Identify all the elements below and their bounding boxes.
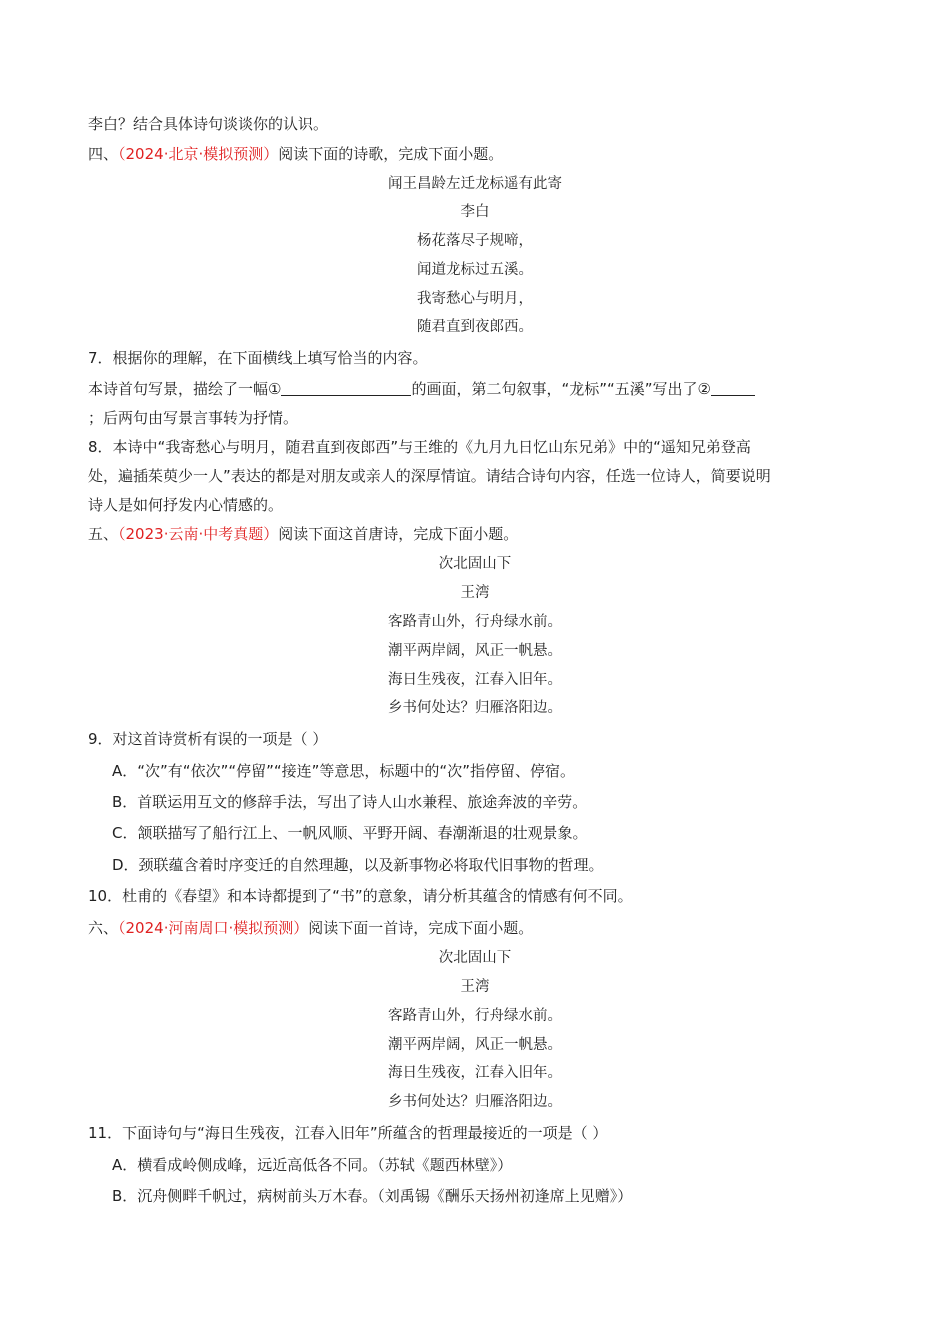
- poem-line: 随君直到夜郎西。: [417, 319, 533, 335]
- fill-text: 本诗首句写景，描绘了一幅①: [88, 380, 282, 398]
- question-8-line: 处，遍插茱萸少一人”表达的都是对朋友或亲人的深厚情谊。请结合诗句内容，任选一位诗人，简要说明: [88, 467, 771, 485]
- option-b[interactable]: B．沉舟侧畔千帆过，病树前头万木春。（刘禹锡《酬乐天扬州初逢席上见赠》）: [112, 1187, 633, 1205]
- poem-title: 次北固山下: [438, 556, 512, 572]
- question-11-stem: 11．下面诗句与“海日生残夜，江春入旧年”所蕴含的哲理最接近的一项是（ ）: [88, 1124, 608, 1142]
- section-instruction: 阅读下面的诗歌，完成下面小题。: [278, 145, 504, 163]
- section-number: 四、: [88, 145, 119, 163]
- poem-author: 王湾: [460, 979, 490, 995]
- poem-line: 潮平两岸阔，风正一帆悬。: [388, 1037, 562, 1053]
- poem-line: 客路青山外，行舟绿水前。: [388, 1008, 562, 1024]
- poem-author: 王湾: [460, 585, 490, 601]
- section-number: 五、: [88, 525, 119, 543]
- question-10-stem: 10．杜甫的《春望》和本诗都提到了“书”的意象，请分析其蕴含的情感有何不同。: [88, 887, 633, 905]
- fill-text: 的画面，第二句叙事，“龙标”“五溪”写出了②: [411, 380, 711, 398]
- option-d[interactable]: D．颈联蕴含着时序变迁的自然理趣，以及新事物必将取代旧事物的哲理。: [112, 856, 604, 874]
- poem-line: 杨花落尽子规啼，: [417, 233, 533, 249]
- question-8-line: 8．本诗中“我寄愁心与明月，随君直到夜郎西”与王维的《九月九日忆山东兄弟》中的“遥知兄弟登高: [88, 438, 751, 456]
- section-6-heading: [88, 918, 533, 938]
- section-instruction: 阅读下面这首唐诗，完成下面小题。: [278, 525, 519, 543]
- question-7-fill-line: [88, 379, 755, 399]
- poem-line: 客路青山外，行舟绿水前。: [388, 614, 562, 630]
- poem-line: 海日生残夜，江春入旧年。: [388, 1065, 562, 1081]
- question-7-fill-end: ；后两句由写景言事转为抒情。: [88, 409, 299, 427]
- section-4-heading: [88, 144, 503, 164]
- option-b[interactable]: B．首联运用互文的修辞手法，写出了诗人山水兼程、旅途奔波的辛劳。: [112, 793, 588, 811]
- poem-title: 闻王昌龄左迁龙标遥有此寄: [388, 176, 562, 192]
- question-8-line: 诗人是如何抒发内心情感的。: [88, 496, 284, 514]
- poem-author: 李白: [460, 204, 490, 220]
- section-number: 六、: [88, 919, 119, 937]
- section-5-heading: [88, 524, 518, 544]
- section-instruction: 阅读下面一首诗，完成下面小题。: [308, 919, 534, 937]
- option-c[interactable]: C．颔联描写了船行江上、一帆风顺、平野开阔、春潮渐退的壮观景象。: [112, 824, 588, 842]
- poem-line: 乡书何处达？归雁洛阳边。: [388, 1094, 562, 1110]
- poem-line: 我寄愁心与明月，: [417, 291, 533, 307]
- poem-line: 海日生残夜，江春入旧年。: [388, 672, 562, 688]
- poem-line: 闻道龙标过五溪。: [417, 262, 533, 278]
- question-9-stem: 9．对这首诗赏析有误的一项是（ ）: [88, 730, 328, 748]
- source-tag: （2024·河南周口·模拟预测）: [118, 919, 309, 937]
- source-tag: （2024·北京·模拟预测）: [118, 145, 279, 163]
- answer-blank-1[interactable]: [281, 379, 411, 396]
- source-tag: （2023·云南·中考真题）: [118, 525, 279, 543]
- poem-line: 乡书何处达？归雁洛阳边。: [388, 700, 562, 716]
- answer-blank-2[interactable]: [711, 379, 755, 396]
- option-a[interactable]: A．“次”有“依次”“停留”“接连”等意思，标题中的“次”指停留、停宿。: [112, 762, 575, 780]
- question-7-stem: 7．根据你的理解，在下面横线上填写恰当的内容。: [88, 349, 428, 367]
- continued-question-text: 李白？结合具体诗句谈谈你的认识。: [88, 115, 329, 133]
- option-a[interactable]: A．横看成岭侧成峰，远近高低各不同。（苏轼《题西林壁》）: [112, 1156, 513, 1174]
- poem-title: 次北固山下: [438, 950, 512, 966]
- poem-line: 潮平两岸阔，风正一帆悬。: [388, 643, 562, 659]
